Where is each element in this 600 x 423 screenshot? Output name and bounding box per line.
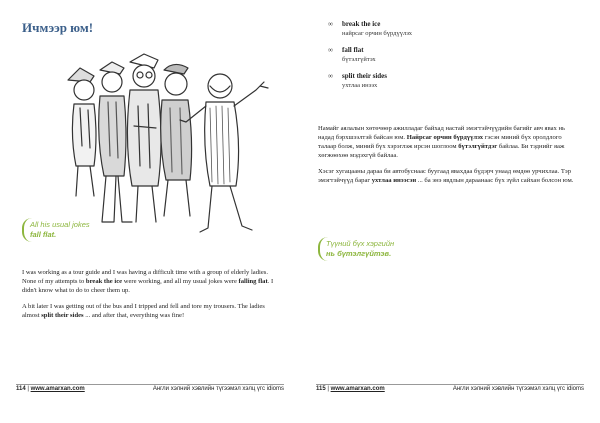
story-paragraph: I was working as a tour guide and I was having a difficult time with a group of elderly ladies. None of my attempts to break the ice were working, and all my usual jokes were falling flat. I didn't know what to do to cheer them up. xyxy=(22,269,274,294)
story-english xyxy=(22,268,277,327)
story-paragraph: Хэсэг хугацааны дараа би автобуснаас буугаад явахдаа бүдэрч унаад өмдөө урчихлаа. Тэр эмэгтэйчүүд бараг ухтлаа инээсэн ... ба энэ явдлын дараанаас бүх зүйл сайхан болсон юм. xyxy=(318,168,574,184)
idiom-english: split their sides xyxy=(342,72,387,80)
idiom-english: break the ice xyxy=(342,20,381,28)
people-laughing-illustration xyxy=(60,46,275,236)
footer-divider xyxy=(16,384,284,385)
idiom-translation: найрсаг орчин бүрдүүлэх xyxy=(342,30,412,37)
footer-divider xyxy=(316,384,584,385)
page-number: 115 xyxy=(316,386,326,392)
idiom-item xyxy=(328,72,558,90)
note-line-1: Түүний бүх хэргийн xyxy=(326,239,395,248)
idiom-note-left xyxy=(22,218,104,242)
story-paragraph: A bit later I was getting out of the bus and I tripped and fell and tore my trousers. The ladies almost split their sides ... and after that, everything was fine! xyxy=(22,303,265,319)
story-mongolian xyxy=(318,124,580,192)
note-line-1: All his usual jokes xyxy=(30,220,90,229)
infinity-icon: ∞ xyxy=(328,20,333,28)
footer: 114 | www.amarxan.com Англи хэлний хэвлийн түгээмэл хэлц үгс idioms xyxy=(16,386,284,392)
website-link[interactable]: www.amarxan.com xyxy=(30,386,85,392)
idiom-item xyxy=(328,20,558,38)
idiom-note-right xyxy=(318,237,410,261)
note-line-2: fall flat. xyxy=(30,230,57,239)
idiom-translation: ухтлаа инээх xyxy=(342,82,378,89)
website-link[interactable]: www.amarxan.com xyxy=(330,386,385,392)
idiom-list xyxy=(328,20,558,98)
footer: 115 | www.amarxan.com Англи хэлний хэвлийн түгээмэл хэлц үгс idioms xyxy=(316,386,584,392)
idiom-english: fall flat xyxy=(342,46,364,54)
page-number: 114 xyxy=(16,386,26,392)
idiom-item xyxy=(328,46,558,64)
right-page xyxy=(300,0,600,423)
story-paragraph: Намайг аялалын хөтөчөөр ажилладаг байхад настай эмэгтэйчүүдийн багийг авч явах нь надад бэрхшээлтэй байсан юм. Найрсаг орчин бүрдүүлэх гэсэн миний бүх оролдлого талаар болж, миний бүх хэрэглэж ирсэн шоглоом бүтэлгүйтдэг байлаа. Би тэднийг яаж хөгжөөхөө мэдэхгүй байлаа. xyxy=(318,125,566,159)
page-title: Ичмээр юм! xyxy=(22,20,94,35)
note-line-2: нь бүтэлгүйтэв. xyxy=(326,249,392,258)
footer-subtitle: Англи хэлний хэвлийн түгээмэл хэлц үгс idioms xyxy=(152,386,284,392)
footer-subtitle: Англи хэлний хэвлийн түгээмэл хэлц үгс idioms xyxy=(452,386,584,392)
infinity-icon: ∞ xyxy=(328,72,333,80)
infinity-icon: ∞ xyxy=(328,46,333,54)
idiom-translation: бүтэлгүйтэх xyxy=(342,56,376,63)
